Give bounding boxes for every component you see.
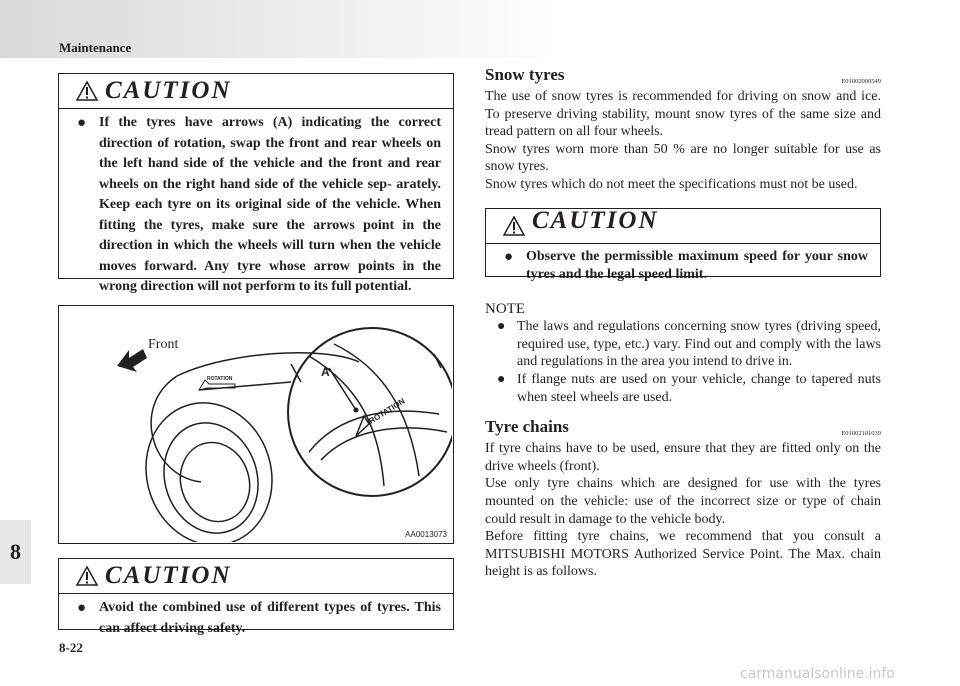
warning-triangle-icon: [76, 81, 98, 101]
note-text: The laws and regulations concerning snow tyres (driving speed, required use, type, etc.) vary. Find out and comply with the laws and regulations in the area you intend to drive in.: [517, 319, 881, 370]
tyre-illustration: [59, 306, 452, 542]
caution-title: CAUTION: [105, 562, 232, 589]
caution-text: If the tyres have arrows (A) indicating the correct direction of rotation, swap the front and rear wheels on the left hand side of the vehicle and the front and rear wheels on the right hand side of the vehicle sep- arately. Keep each tyre on its original side of the vehicle. When fitting the tyres, make sure the arrows point in the direction in which the wheels will turn when the vehicle moves forward. Any tyre whose arrow points in the wrong direction will not perform to its full potential.: [99, 115, 441, 294]
caution-body: [59, 109, 453, 306]
page-number: 8-22: [59, 640, 83, 655]
caution-text: Observe the permissible maximum speed for your snow tyres and the legal speed limit.: [526, 248, 868, 282]
bullet-icon: ●: [497, 371, 506, 387]
bullet-icon: ●: [77, 115, 87, 131]
caution-body: [486, 244, 880, 292]
right-column: [485, 66, 881, 581]
rotation-arrow-icon: [199, 376, 407, 436]
paragraph: Before fitting tyre chains, we recommend that you consult a MITSUBISHI MOTORS Authorized Service Point. The Max. chain height is as follows.: [485, 529, 881, 580]
note-text: If flange nuts are used on your vehicle, change to tapered nuts when steel wheels are used.: [517, 371, 881, 405]
rotation-label-small: ROTATION: [207, 376, 233, 382]
figure-code: AA0013073: [405, 530, 447, 539]
paragraph: The use of snow tyres is recommended for driving on snow and ice. To preserve driving stability, mount snow tyres of the same size and tread pattern on all four wheels.: [485, 89, 881, 140]
rotation-label-large: ROTATION: [367, 396, 407, 426]
section-title-chains: [485, 418, 881, 440]
section-title-text: Snow tyres: [485, 65, 565, 84]
marker-a-label: A: [321, 365, 330, 379]
bullet-icon: ●: [497, 319, 506, 335]
note-item: [485, 318, 881, 371]
caution-box-mixed-tyres: [58, 558, 454, 636]
note-item: [485, 371, 881, 406]
caution-box-snow-speed: [485, 206, 881, 282]
caution-title: CAUTION: [532, 206, 659, 234]
tyre-rotation-figure: [58, 305, 454, 544]
front-arrow-icon: [117, 349, 147, 372]
paragraph: Use only tyre chains which are designed for use with the tyres mounted on the vehicle: use of the incorrect size or type of chain could result in damage to the vehicle body.: [485, 476, 881, 527]
caution-text: Avoid the combined use of different types of tyres. This can affect driving safety.: [99, 600, 441, 636]
paragraph: Snow tyres which do not meet the specifications must not be used.: [485, 176, 858, 192]
paragraph: If tyre chains have to be used, ensure that they are fitted only on the drive wheels (front).: [485, 441, 881, 474]
paragraph: Snow tyres worn more than 50 % are no longer suitable for use as snow tyres.: [485, 141, 881, 175]
caution-title: CAUTION: [105, 77, 232, 104]
front-label: Front: [148, 337, 179, 352]
caution-header: [59, 74, 453, 109]
warning-triangle-icon: [76, 566, 98, 586]
caution-header: [486, 206, 880, 244]
chapter-tab: 8: [0, 520, 31, 584]
bullet-icon: ●: [504, 248, 514, 265]
caution-header: [59, 559, 453, 594]
section-title-snow: [485, 66, 881, 88]
caution-box-rotation: [58, 73, 454, 294]
watermark: carmanualsonline.info: [740, 666, 895, 682]
caution-body: [59, 594, 453, 647]
running-head: Maintenance: [59, 40, 132, 55]
section-title-text: Tyre chains: [485, 417, 569, 437]
section-code: E01002000549: [841, 78, 881, 85]
section-code: E01002101039: [841, 430, 881, 438]
warning-triangle-icon: [503, 216, 525, 236]
note-label: NOTE: [485, 300, 525, 317]
bullet-icon: ●: [77, 600, 87, 616]
